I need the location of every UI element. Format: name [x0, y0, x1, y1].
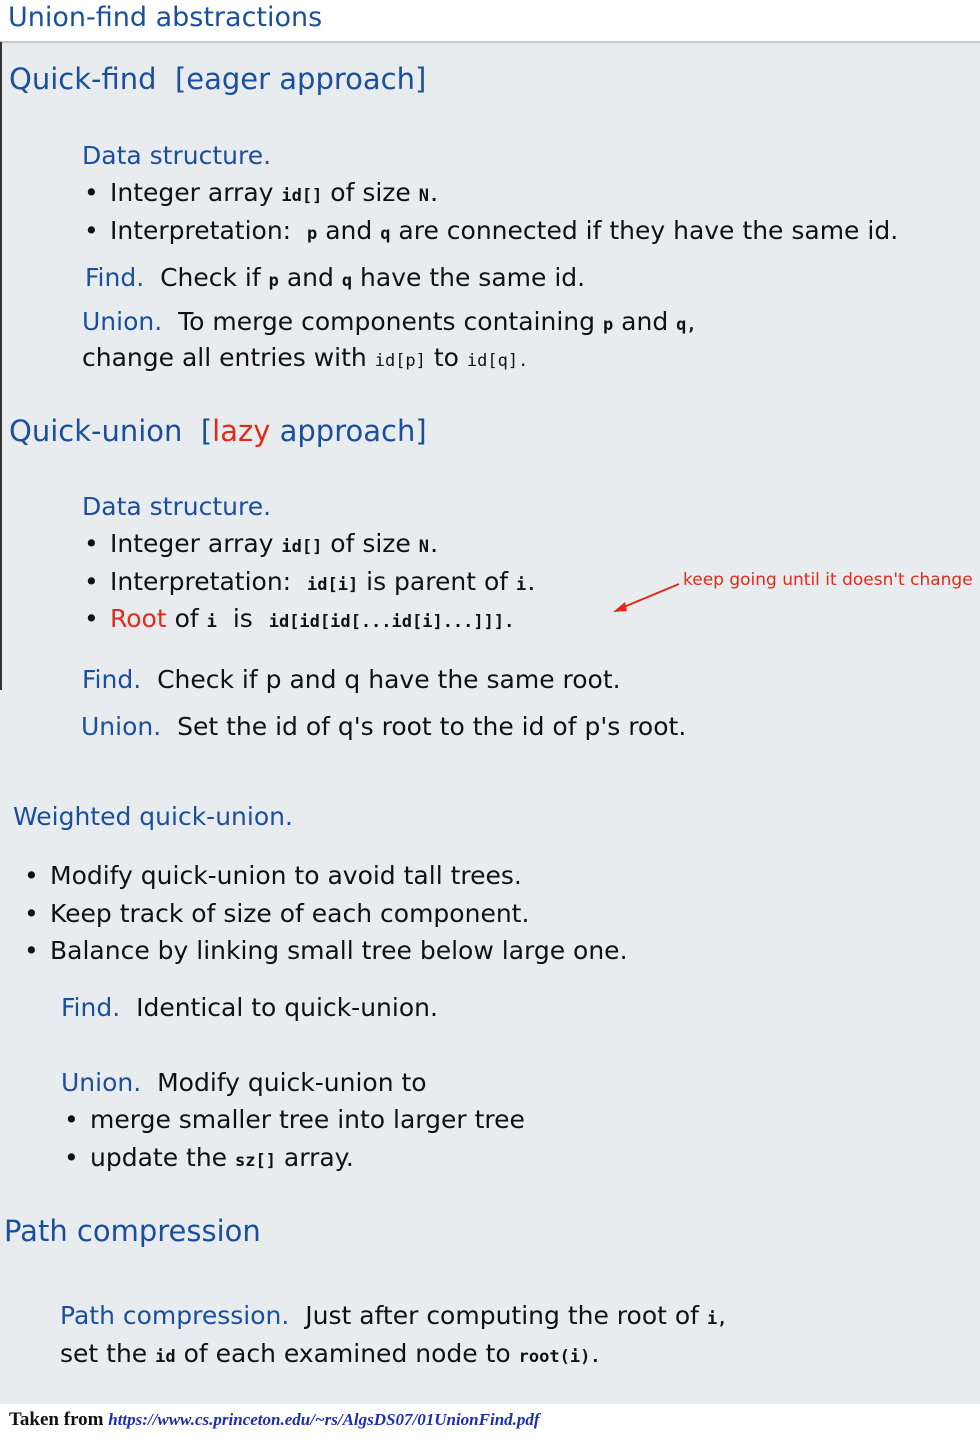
qu-bullet-interpretation: • Interpretation: id[i] is parent of i.: [110, 567, 537, 596]
qf-union-line1: Union. To merge components containing p and q,: [82, 307, 697, 336]
weighted-heading: Weighted quick-union.: [13, 802, 293, 831]
weighted-union-sub-2: • update the sz[] array.: [90, 1143, 354, 1172]
quick-union-heading: Quick-union [lazy approach]: [9, 414, 427, 448]
quick-find-heading: [9, 62, 426, 96]
path-compression-line1: Path compression. Just after computing the root of i,: [60, 1301, 728, 1330]
lazy-word: lazy: [212, 414, 271, 448]
weighted-union-line: Union. Modify quick-union to: [61, 1068, 427, 1097]
weighted-bullet-3: • Balance by linking small tree below large one.: [50, 936, 628, 965]
quick-union-title: Quick-union: [9, 414, 183, 448]
path-compression-line2: set the id of each examined node to root(i).: [60, 1339, 601, 1368]
qf-find-line: Find. Check if p and q have the same id.: [85, 263, 586, 292]
weighted-find-line: Find. Identical to quick-union.: [61, 993, 438, 1022]
footer-source: [9, 1409, 540, 1431]
qf-data-structure-label: Data structure.: [82, 141, 272, 170]
quick-find-title: Quick-find: [9, 62, 157, 96]
weighted-union-sub-1: • merge smaller tree into larger tree: [90, 1105, 525, 1134]
page-title: Union-find abstractions: [8, 2, 323, 33]
weighted-bullet-1: • Modify quick-union to avoid tall trees.: [50, 861, 522, 890]
footer-prefix: Taken from: [9, 1409, 104, 1430]
qu-union-line: Union. Set the id of q's root to the id of p's root.: [81, 712, 687, 741]
path-compression-heading: Path compression: [4, 1214, 261, 1248]
frame-divider: [0, 42, 2, 690]
annotation-arrow-icon: [605, 578, 685, 618]
qu-data-structure-label: Data structure.: [82, 492, 272, 521]
qf-union-line2: change all entries with id[p] to id[q].: [82, 343, 529, 372]
qu-find-line: Find. Check if p and q have the same root.: [82, 665, 621, 694]
qf-bullet-interpretation: • Interpretation: p and q are connected if they have the same id.: [110, 216, 898, 245]
annotation-keep-going: keep going until it doesn't change: [683, 570, 973, 590]
qu-bullet-array: • Integer array id[] of size N.: [110, 529, 439, 558]
eager-approach-tag: [eager approach]: [174, 62, 427, 96]
weighted-bullet-2: • Keep track of size of each component.: [50, 899, 529, 928]
source-link[interactable]: https://www.cs.princeton.edu/~rs/AlgsDS07/01UnionFind.pdf: [108, 1410, 540, 1429]
qf-bullet-array: • Integer array id[] of size N.: [110, 178, 439, 207]
qu-bullet-root: • Root of i is id[id[id[...id[i]...]]].: [110, 604, 514, 633]
